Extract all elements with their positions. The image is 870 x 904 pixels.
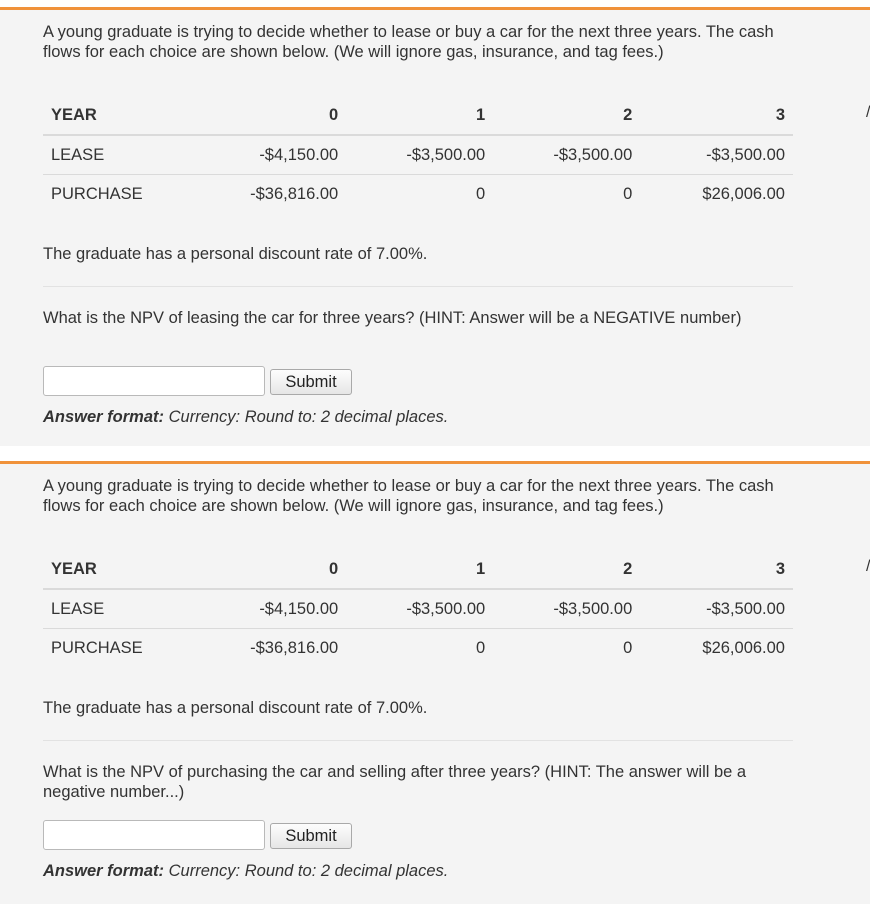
clipped-glyph (866, 104, 870, 122)
table-row-lease (43, 135, 793, 175)
question-text: What is the NPV of leasing the car for three years? (HINT: Answer will be a NEGATIVE number) (43, 309, 742, 327)
cell-value: -$3,500.00 (493, 589, 640, 629)
cell-value: -$36,816.00 (250, 184, 339, 203)
table-row-lease (43, 589, 793, 629)
cell-value: -$3,500.00 (640, 589, 793, 629)
cell-value: 0 (476, 184, 486, 203)
cell-value: -$3,500.00 (493, 135, 640, 175)
row-label: PURCHASE (51, 638, 143, 657)
discount-rate-text: The graduate has a personal discount rate of 7.00%. (43, 699, 428, 717)
cell-value: 0 (623, 184, 633, 203)
column-header-year-1: 1 (346, 550, 493, 589)
column-header-year-3: 3 (640, 96, 793, 135)
cell-value: 0 (623, 638, 633, 657)
table-row-purchase (43, 175, 793, 214)
cell-value: -$4,150.00 (185, 589, 346, 629)
answer-format-text: Currency: Round to: 2 decimal places. (168, 862, 449, 880)
problem-card-2 (0, 461, 870, 904)
question-text: What is the NPV of purchasing the car and selling after three years? (HINT: The answer will be a negative number...) (43, 763, 747, 801)
clipped-glyph (866, 558, 870, 576)
answer-input[interactable] (43, 820, 265, 850)
submit-button[interactable]: Submit (270, 369, 352, 395)
column-header-year-0: 0 (185, 550, 346, 589)
cell-value: -$4,150.00 (185, 135, 346, 175)
divider (43, 286, 793, 287)
cell-value: 0 (476, 638, 486, 657)
divider (43, 740, 793, 741)
submit-button[interactable]: Submit (270, 823, 352, 849)
row-label: PURCHASE (51, 184, 143, 203)
cell-value: -$3,500.00 (640, 135, 793, 175)
table-header-row (43, 96, 793, 135)
problem-card-1 (0, 7, 870, 446)
cell-value: $26,006.00 (702, 638, 785, 657)
row-label: LEASE (43, 135, 185, 175)
answer-format (43, 408, 448, 427)
answer-format-label: Answer format: (43, 862, 165, 880)
row-label: LEASE (43, 589, 185, 629)
cash-flow-table (43, 96, 793, 213)
cell-value: $26,006.00 (702, 184, 785, 203)
column-header-year-2: 2 (493, 96, 640, 135)
column-header-year-3: 3 (640, 550, 793, 589)
column-header-year-0: 0 (185, 96, 346, 135)
cash-flow-table (43, 550, 793, 667)
answer-input[interactable] (43, 366, 265, 396)
table-header-row (43, 550, 793, 589)
problem-intro: A young graduate is trying to decide whether to lease or buy a car for the next three years. The cash flows for each choice are shown below. (We will ignore gas, insurance, and tag fees.) (43, 23, 774, 61)
answer-format-label: Answer format: (43, 408, 165, 426)
answer-format-text: Currency: Round to: 2 decimal places. (168, 408, 449, 426)
cell-value: -$3,500.00 (346, 589, 493, 629)
column-header-year: YEAR (43, 550, 185, 589)
problem-intro: A young graduate is trying to decide whether to lease or buy a car for the next three years. The cash flows for each choice are shown below. (We will ignore gas, insurance, and tag fees.) (43, 477, 774, 515)
cell-value: -$36,816.00 (250, 638, 339, 657)
answer-format (43, 862, 448, 881)
column-header-year-2: 2 (493, 550, 640, 589)
discount-rate-text: The graduate has a personal discount rate of 7.00%. (43, 245, 428, 263)
cell-value: -$3,500.00 (346, 135, 493, 175)
column-header-year-1: 1 (346, 96, 493, 135)
table-row-purchase (43, 629, 793, 668)
column-header-year: YEAR (43, 96, 185, 135)
